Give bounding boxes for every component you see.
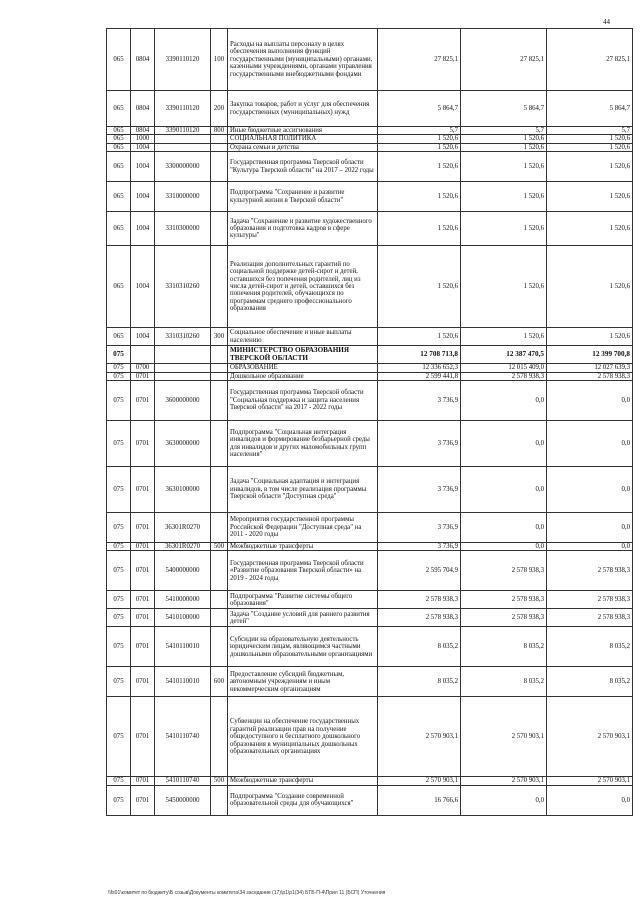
section-code-cell: 1004	[131, 152, 155, 182]
amount-year-2-cell: 5 864,7	[461, 91, 547, 127]
table-row	[107, 135, 633, 143]
amount-year-2-cell: 0,0	[461, 513, 547, 543]
description-cell: Дошкольное образование	[228, 372, 378, 380]
target-article-code-cell: 3310000000	[155, 182, 211, 212]
description-cell: Социальное обеспечение и иные выплаты населению	[228, 328, 378, 346]
description-cell: Государственная программа Тверской области "Культура Тверской области" на 2017 – 2022 годы	[228, 152, 378, 182]
section-code-cell: 1004	[131, 143, 155, 151]
amount-year-2-cell: 8 035,2	[461, 627, 547, 667]
amount-year-3-cell: 5 864,7	[547, 91, 633, 127]
expense-type-code-cell	[211, 143, 228, 151]
amount-year-3-cell: 5,7	[547, 127, 633, 135]
target-article-code-cell: 5410100000	[155, 609, 211, 627]
amount-year-2-cell: 2 578 938,3	[461, 591, 547, 609]
expense-type-code-cell	[211, 609, 228, 627]
expense-type-code-cell	[211, 246, 228, 328]
amount-year-2-cell: 0,0	[461, 381, 547, 421]
amount-year-1-cell: 3 736,9	[378, 467, 461, 513]
amount-year-1-cell: 3 736,9	[378, 421, 461, 467]
expense-type-code-cell	[211, 697, 228, 777]
table-row	[107, 29, 633, 91]
amount-year-1-cell: 8 035,2	[378, 627, 461, 667]
amount-year-1-cell: 5,7	[378, 127, 461, 135]
description-cell: СОЦИАЛЬНАЯ ПОЛИТИКА	[228, 135, 378, 143]
ministry-code-cell: 065	[107, 143, 131, 151]
section-code-cell: 0701	[131, 381, 155, 421]
ministry-code-cell: 065	[107, 328, 131, 346]
expense-type-code-cell	[211, 182, 228, 212]
table-row	[107, 697, 633, 777]
section-code-cell: 0701	[131, 697, 155, 777]
amount-year-3-cell: 2 578 938,3	[547, 591, 633, 609]
amount-year-1-cell: 1 520,6	[378, 135, 461, 143]
section-code-cell	[131, 346, 155, 364]
ministry-code-cell: 075	[107, 609, 131, 627]
target-article-code-cell: 3390110120	[155, 127, 211, 135]
description-cell: Государственная программа Тверской области "Социальная поддержка и защита населения Тверской области" на 2017 - 2022 годы	[228, 381, 378, 421]
expense-type-code-cell	[211, 627, 228, 667]
amount-year-3-cell: 0,0	[547, 543, 633, 551]
table-row	[107, 91, 633, 127]
amount-year-1-cell: 1 520,6	[378, 212, 461, 246]
amount-year-1-cell: 2 578 938,3	[378, 609, 461, 627]
description-cell: Закупка товаров, работ и услуг для обеспечения государственных (муниципальных) нужд	[228, 91, 378, 127]
target-article-code-cell: 36301R0270	[155, 543, 211, 551]
description-cell: Реализация дополнительных гарантий по социальной поддержке детей-сирот и детей, оставшихся без попечения родителей, лиц из числа детей-сирот и детей, оставшихся без попечения родителей, обучающихся по программам среднего профессионального образования	[228, 246, 378, 328]
expense-type-code-cell: 500	[211, 777, 228, 785]
target-article-code-cell: 5410110010	[155, 667, 211, 697]
amount-year-3-cell: 0,0	[547, 467, 633, 513]
target-article-code-cell: 3390110120	[155, 91, 211, 127]
amount-year-3-cell: 0,0	[547, 785, 633, 815]
target-article-code-cell: 5410110010	[155, 627, 211, 667]
amount-year-1-cell: 1 520,6	[378, 246, 461, 328]
table-row	[107, 421, 633, 467]
amount-year-3-cell: 8 035,2	[547, 667, 633, 697]
table-row	[107, 127, 633, 135]
section-code-cell: 1004	[131, 328, 155, 346]
amount-year-2-cell: 1 520,6	[461, 143, 547, 151]
amount-year-1-cell: 2 570 903,1	[378, 777, 461, 785]
section-code-cell: 1004	[131, 246, 155, 328]
amount-year-3-cell: 0,0	[547, 421, 633, 467]
amount-year-3-cell: 2 570 903,1	[547, 777, 633, 785]
table-row	[107, 212, 633, 246]
ministry-code-cell: 075	[107, 543, 131, 551]
section-code-cell: 0701	[131, 467, 155, 513]
expense-type-code-cell: 200	[211, 91, 228, 127]
table-row	[107, 182, 633, 212]
expense-type-code-cell	[211, 346, 228, 364]
description-cell: Субвенции на обеспечение государственных гарантий реализации прав на получение общедоступного и бесплатного дошкольного образования в муниципальных дошкольных образовательных организациях	[228, 697, 378, 777]
amount-year-1-cell: 1 520,6	[378, 143, 461, 151]
target-article-code-cell: 3300000000	[155, 152, 211, 182]
amount-year-1-cell: 1 520,6	[378, 152, 461, 182]
expense-type-code-cell	[211, 421, 228, 467]
table-row	[107, 152, 633, 182]
section-code-cell: 0701	[131, 543, 155, 551]
section-code-cell: 0700	[131, 364, 155, 372]
table-row	[107, 513, 633, 543]
table-row	[107, 143, 633, 151]
table-row	[107, 467, 633, 513]
ministry-code-cell: 065	[107, 182, 131, 212]
amount-year-2-cell: 2 578 938,3	[461, 551, 547, 591]
expense-type-code-cell	[211, 513, 228, 543]
description-cell: Задача "Социальная адаптация и интеграция инвалидов, в том числе реализация программы Тверской области "Доступная среда"	[228, 467, 378, 513]
amount-year-2-cell: 1 520,6	[461, 135, 547, 143]
expense-type-code-cell	[211, 135, 228, 143]
target-article-code-cell: 3630100000	[155, 467, 211, 513]
description-cell: Предоставление субсидий бюджетным, автономным учреждениям и иным некоммерческим организациям	[228, 667, 378, 697]
description-cell: ОБРАЗОВАНИЕ	[228, 364, 378, 372]
description-cell: Межбюджетные трансферты	[228, 777, 378, 785]
amount-year-3-cell: 1 520,6	[547, 328, 633, 346]
amount-year-1-cell: 2 570 903,1	[378, 697, 461, 777]
ministry-code-cell: 065	[107, 135, 131, 143]
ministry-code-cell: 075	[107, 777, 131, 785]
expense-type-code-cell: 500	[211, 543, 228, 551]
amount-year-2-cell: 0,0	[461, 785, 547, 815]
ministry-code-cell: 075	[107, 667, 131, 697]
target-article-code-cell	[155, 135, 211, 143]
section-code-cell: 0701	[131, 667, 155, 697]
ministry-code-cell: 075	[107, 346, 131, 364]
target-article-code-cell	[155, 346, 211, 364]
target-article-code-cell: 3310300000	[155, 212, 211, 246]
section-code-cell: 0701	[131, 591, 155, 609]
amount-year-2-cell: 8 035,2	[461, 667, 547, 697]
ministry-code-cell: 065	[107, 152, 131, 182]
amount-year-1-cell: 12 336 652,3	[378, 364, 461, 372]
section-code-cell: 0804	[131, 91, 155, 127]
ministry-code-cell: 075	[107, 364, 131, 372]
expense-type-code-cell	[211, 372, 228, 380]
amount-year-1-cell: 1 520,6	[378, 328, 461, 346]
amount-year-3-cell: 1 520,6	[547, 135, 633, 143]
description-cell: МИНИСТЕРСТВО ОБРАЗОВАНИЯ ТВЕРСКОЙ ОБЛАСТИ	[228, 346, 378, 364]
expense-type-code-cell	[211, 364, 228, 372]
description-cell: Расходы на выплаты персоналу в целях обеспечения выполнения функций государственными (муниципальными) органами, казенными учреждениями, органами управления государственными внебюджетными фондами	[228, 29, 378, 91]
description-cell: Охрана семьи и детства	[228, 143, 378, 151]
section-code-cell: 0701	[131, 421, 155, 467]
amount-year-2-cell: 0,0	[461, 543, 547, 551]
section-code-cell: 0701	[131, 785, 155, 815]
target-article-code-cell: 5410000000	[155, 591, 211, 609]
target-article-code-cell: 5400000000	[155, 551, 211, 591]
table-row	[107, 785, 633, 815]
ministry-code-cell: 075	[107, 421, 131, 467]
amount-year-3-cell: 12 027 639,3	[547, 364, 633, 372]
table-row	[107, 372, 633, 380]
table-row	[107, 591, 633, 609]
expense-type-code-cell	[211, 785, 228, 815]
ministry-code-cell: 065	[107, 246, 131, 328]
table-row	[107, 364, 633, 372]
description-cell: Задача "Сохранение и развитие художественного образования и подготовка кадров в сфере культуры"	[228, 212, 378, 246]
target-article-code-cell: 3390110120	[155, 29, 211, 91]
description-cell: Подпрограмма "Социальная интеграция инвалидов и формирование безбарьерной среды для инвалидов и других маломобильных групп населения"	[228, 421, 378, 467]
amount-year-1-cell: 2 599 441,8	[378, 372, 461, 380]
ministry-code-cell: 075	[107, 591, 131, 609]
expense-type-code-cell	[211, 212, 228, 246]
expense-type-code-cell	[211, 591, 228, 609]
target-article-code-cell: 5450000000	[155, 785, 211, 815]
table-row	[107, 777, 633, 785]
amount-year-3-cell: 27 825,1	[547, 29, 633, 91]
section-code-cell: 1004	[131, 212, 155, 246]
description-cell: Задача "Создание условий для раннего развития детей"	[228, 609, 378, 627]
description-cell: Подпрограмма "Развитие системы общего образования"	[228, 591, 378, 609]
ministry-code-cell: 065	[107, 29, 131, 91]
amount-year-3-cell: 2 570 903,1	[547, 697, 633, 777]
expense-type-code-cell	[211, 467, 228, 513]
section-code-cell: 0701	[131, 609, 155, 627]
target-article-code-cell: 36301R0270	[155, 513, 211, 543]
amount-year-3-cell: 0,0	[547, 381, 633, 421]
target-article-code-cell: 3310310260	[155, 246, 211, 328]
ministry-code-cell: 075	[107, 697, 131, 777]
ministry-code-cell: 075	[107, 785, 131, 815]
section-code-cell: 1000	[131, 135, 155, 143]
ministry-code-cell: 075	[107, 381, 131, 421]
table-row	[107, 551, 633, 591]
amount-year-1-cell: 5 864,7	[378, 91, 461, 127]
description-cell: Межбюджетные трансферты	[228, 543, 378, 551]
amount-year-1-cell: 3 736,9	[378, 513, 461, 543]
description-cell: Субсидии на образовательную деятельность юридическим лицам, являющимся частными дошкольными образовательными организациями	[228, 627, 378, 667]
expense-type-code-cell	[211, 381, 228, 421]
amount-year-2-cell: 2 578 938,3	[461, 609, 547, 627]
target-article-code-cell: 3310310260	[155, 328, 211, 346]
amount-year-3-cell: 2 578 938,3	[547, 372, 633, 380]
amount-year-3-cell: 1 520,6	[547, 212, 633, 246]
amount-year-3-cell: 8 035,2	[547, 627, 633, 667]
file-path-footer: \\fs01\комитет по бюджету\Б созыв\Документы комитета\34 заседание (17)\р1\р1(34) БТБ-П-4\Прил 11 (БСП) Уточнения	[108, 890, 386, 896]
target-article-code-cell: 3600000000	[155, 381, 211, 421]
table-row	[107, 381, 633, 421]
amount-year-2-cell: 12 015 409,0	[461, 364, 547, 372]
amount-year-3-cell: 12 399 700,8	[547, 346, 633, 364]
amount-year-2-cell: 1 520,6	[461, 328, 547, 346]
amount-year-3-cell: 1 520,6	[547, 182, 633, 212]
ministry-code-cell: 075	[107, 467, 131, 513]
description-cell: Подпрограмма "Сохранение и развитие культурной жизни в Тверской области"	[228, 182, 378, 212]
table-row	[107, 609, 633, 627]
expense-type-code-cell: 100	[211, 29, 228, 91]
section-code-cell: 0701	[131, 777, 155, 785]
description-cell: Мероприятия государственной программы Российской Федерации "Доступная среда" на 2011 - 2020 годы	[228, 513, 378, 543]
amount-year-1-cell: 12 708 713,8	[378, 346, 461, 364]
amount-year-3-cell: 2 578 938,3	[547, 609, 633, 627]
section-code-cell: 0804	[131, 127, 155, 135]
expense-type-code-cell	[211, 152, 228, 182]
amount-year-1-cell: 8 035,2	[378, 667, 461, 697]
amount-year-2-cell: 0,0	[461, 467, 547, 513]
amount-year-2-cell: 2 570 903,1	[461, 777, 547, 785]
amount-year-1-cell: 3 736,9	[378, 381, 461, 421]
page-number: 44	[603, 18, 610, 26]
ministry-code-cell: 075	[107, 551, 131, 591]
table-row	[107, 627, 633, 667]
ministry-code-cell: 075	[107, 372, 131, 380]
section-code-cell: 0701	[131, 627, 155, 667]
section-code-cell: 0804	[131, 29, 155, 91]
target-article-code-cell	[155, 143, 211, 151]
expense-type-code-cell: 300	[211, 328, 228, 346]
amount-year-3-cell: 1 520,6	[547, 152, 633, 182]
target-article-code-cell	[155, 364, 211, 372]
table-row	[107, 543, 633, 551]
table-body	[107, 29, 633, 816]
amount-year-3-cell: 1 520,6	[547, 143, 633, 151]
amount-year-1-cell: 16 766,6	[378, 785, 461, 815]
section-code-cell: 0701	[131, 372, 155, 380]
table-row	[107, 246, 633, 328]
description-cell: Государственная программа Тверской области «Развитие образования Тверской области» на 2019 - 2024 годы	[228, 551, 378, 591]
target-article-code-cell: 3630000000	[155, 421, 211, 467]
amount-year-2-cell: 1 520,6	[461, 182, 547, 212]
amount-year-2-cell: 1 520,6	[461, 152, 547, 182]
amount-year-2-cell: 0,0	[461, 421, 547, 467]
amount-year-1-cell: 3 736,9	[378, 543, 461, 551]
table-row	[107, 346, 633, 364]
amount-year-2-cell: 27 825,1	[461, 29, 547, 91]
expense-type-code-cell: 800	[211, 127, 228, 135]
target-article-code-cell	[155, 372, 211, 380]
amount-year-1-cell: 27 825,1	[378, 29, 461, 91]
target-article-code-cell: 5410110740	[155, 777, 211, 785]
amount-year-1-cell: 2 595 704,9	[378, 551, 461, 591]
amount-year-1-cell: 1 520,6	[378, 182, 461, 212]
amount-year-2-cell: 2 578 938,3	[461, 372, 547, 380]
budget-table	[106, 28, 633, 816]
amount-year-2-cell: 1 520,6	[461, 246, 547, 328]
table-row	[107, 667, 633, 697]
amount-year-2-cell: 5,7	[461, 127, 547, 135]
section-code-cell: 1004	[131, 182, 155, 212]
table-row	[107, 328, 633, 346]
ministry-code-cell: 075	[107, 513, 131, 543]
section-code-cell: 0701	[131, 551, 155, 591]
expense-type-code-cell	[211, 551, 228, 591]
ministry-code-cell: 075	[107, 627, 131, 667]
amount-year-3-cell: 0,0	[547, 513, 633, 543]
target-article-code-cell: 5410110740	[155, 697, 211, 777]
amount-year-2-cell: 1 520,6	[461, 212, 547, 246]
amount-year-3-cell: 1 520,6	[547, 246, 633, 328]
section-code-cell: 0701	[131, 513, 155, 543]
ministry-code-cell: 065	[107, 91, 131, 127]
amount-year-2-cell: 2 570 903,1	[461, 697, 547, 777]
description-cell: Иные бюджетные ассигнования	[228, 127, 378, 135]
ministry-code-cell: 065	[107, 127, 131, 135]
ministry-code-cell: 065	[107, 212, 131, 246]
amount-year-2-cell: 12 387 470,5	[461, 346, 547, 364]
amount-year-3-cell: 2 578 938,3	[547, 551, 633, 591]
amount-year-1-cell: 2 578 938,3	[378, 591, 461, 609]
description-cell: Подпрограмма "Создание современной образовательной среды для обучающихся"	[228, 785, 378, 815]
expense-type-code-cell: 600	[211, 667, 228, 697]
